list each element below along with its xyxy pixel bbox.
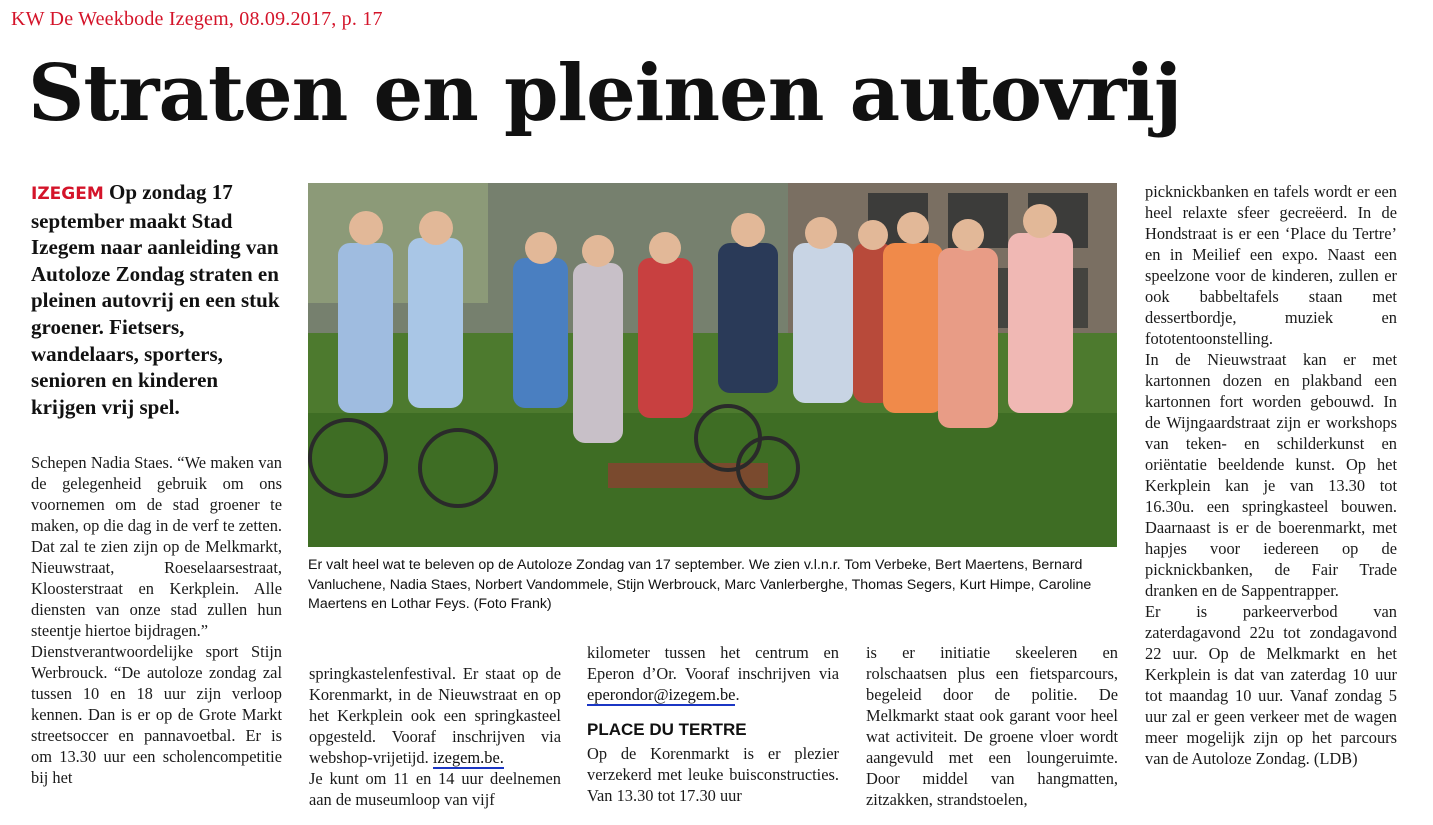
source-line: KW De Weekbode Izegem, 08.09.2017, p. 17 [11, 8, 383, 30]
article-column-4 [866, 642, 1118, 810]
paragraph: Op de Korenmarkt is er plezier verzekerd met leuke buisconstructies. Van 13.30 tot 17.30 uur [587, 744, 839, 805]
paragraph: picknickbanken en tafels wordt er een heel relaxte sfeer gecreëerd. In de Hondstraat is er een ‘Place du Tertre’ en in Meilief een expo. Naast een speelzone voor de kinderen, zullen er ook babbeltafels staan met dessertbordje, muziek en fototentoonstelling. [1145, 182, 1397, 348]
article-column-1 [31, 452, 282, 788]
article-column-5 [1145, 181, 1397, 769]
paragraph: Dienstverantwoordelijke sport Stijn Werbrouck. “De autoloze zondag zal tussen 10 en 18 uur zijn verloop kennen. Dan is er op de Grote Markt streetsoccer en pannavoetbal. Er is om 13.30 uur een scholencompetitie bij het [31, 642, 282, 787]
paragraph-text: kilometer tussen het centrum en Eperon d’Or. Vooraf inschrijven via [587, 643, 839, 683]
lead-text: Op zondag 17 september maakt Stad Izegem naar aanleiding van Autoloze Zondag straten en pleinen autovrij en een stuk groener. Fietsers, wandelaars, sporters, senioren en kinderen krijgen vrij spel. [31, 180, 280, 419]
paragraph: Er is parkeerverbod van zaterdagavond 22u tot zondagavond 22 uur. Op de Melkmarkt en het Kerkplein is dat van zaterdag 10 uur tot maandag 10 uur. Vanaf zondag 5 uur zal er geen verkeer met de wagen meer mogelijk zijn op het parcours van de Autoloze Zondag. (LDB) [1145, 602, 1397, 768]
paragraph: In de Nieuwstraat kan er met kartonnen dozen en plakband een kartonnen fort worden gebouwd. In de Wijngaardstraat zijn er workshops van teken- en schilderkunst en oriëntatie beeldende kunst. Op het Kerkplein kan je van 13.30 tot 16.30u. een springkasteel bouwen. Daarnaast is er de boerenmarkt, met hapjes voor iedereen op de picknickbanken, de Fair Trade dranken en de Sappentrapper. [1145, 350, 1397, 600]
photo-illustration [308, 183, 1117, 547]
article-column-3 [587, 642, 839, 806]
paragraph [587, 642, 839, 705]
photo-caption: Er valt heel wat te beleven op de Autoloze Zondag van 17 september. We zien v.l.n.r. Tom Verbeke, Bert Maertens, Bernard Vanluchene, Nadia Staes, Norbert Vandommele, Stijn Werbrouck, Marc Vanlerberghe, Thomas Segers, Kurt Himpe, Caroline Maertens en Lothar Feys. (Foto Frank) [308, 557, 1092, 612]
paragraph: Je kunt om 11 en 14 uur deelnemen aan de museumloop van vijf [309, 769, 561, 809]
paragraph: is er initiatie skeeleren en rolschaatsen plus een fietsparcours, begeleid door de politie. De Melkmarkt staat ook garant voor heel wat activiteit. De groene vloer wordt aangevuld met een loungeruimte. Door middel van hangmatten, zitzakken, strandstoelen, [866, 643, 1118, 809]
email-link[interactable]: eperondor@izegem.be [587, 685, 736, 704]
webshop-link[interactable]: izegem.be. [432, 748, 504, 767]
headline: Straten en pleinen autovrij [28, 48, 1182, 139]
paragraph [309, 663, 561, 768]
paragraph: Schepen Nadia Staes. “We maken van de gelegenheid gebruik om ons voornemen om de stad groener te maken, op die dag in de verf te zetten. Dat zal te zien zijn op de Melkmarkt, Nieuwstraat, Roeselaarsestraat, Kloosterstraat en Kerkplein. Alle diensten van onze stad zullen hun steentje hiertoe bijdragen.” [31, 453, 282, 640]
paragraph-text: springkastelenfestival. Er staat op de Korenmarkt, in de Nieuwstraat en op het Kerkplein ook een springkasteel opgesteld. Vooraf inschrijven via webshop-vrijetijd. [309, 664, 561, 767]
place-label: IZEGEM [31, 184, 104, 204]
subheading: PLACE DU TERTRE [587, 720, 747, 739]
article-column-2 [309, 663, 561, 810]
paragraph-end: . [735, 685, 740, 704]
lead-paragraph [31, 179, 281, 420]
group-photo [308, 183, 1117, 547]
